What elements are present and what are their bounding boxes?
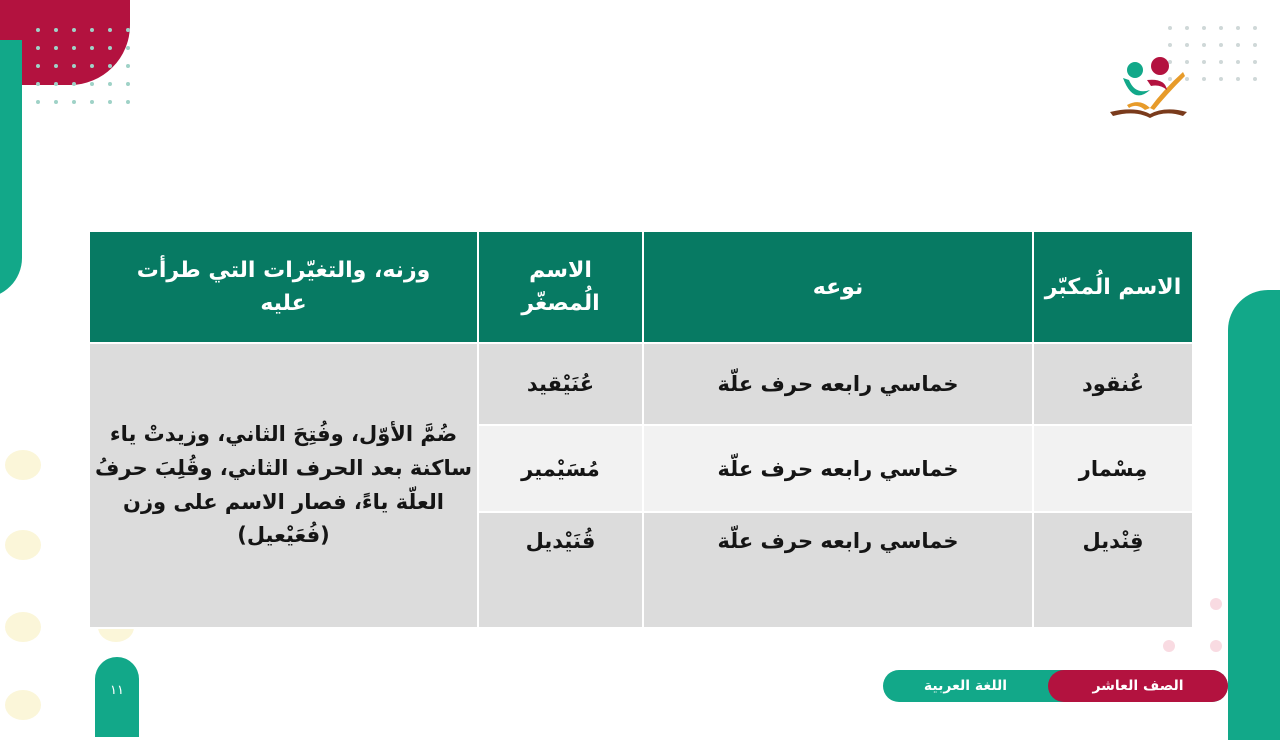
cell-original-noun: قِنْديل <box>1033 512 1193 628</box>
side-decoration-teal-left <box>0 40 22 298</box>
header-original-noun: الاسم الُمكبّر <box>1033 231 1193 343</box>
footer-bar <box>883 670 1228 702</box>
decorative-blob <box>5 450 41 480</box>
table-header-row <box>89 231 1193 343</box>
logo-icon <box>1105 50 1190 120</box>
cell-diminutive-noun: مُسَيْمير <box>478 425 643 512</box>
cell-pattern-changes: ضُمَّ الأوّل، وفُتِحَ الثاني، وزيدتْ ياء ساكنة بعد الحرف الثاني، وقُلِبَ حرفُ العلّة ياءً، فصار الاسم على وزن (فُعَيْعيل) <box>89 343 478 628</box>
table-row <box>89 343 1193 425</box>
decorative-blob <box>5 690 41 720</box>
cell-noun-type: خماسي رابعه حرف علّة <box>643 512 1033 628</box>
page-number: ١١ <box>95 657 139 737</box>
decorative-blob <box>5 612 41 642</box>
diminutive-table <box>88 230 1194 629</box>
decorative-dot <box>1163 640 1175 652</box>
cell-diminutive-noun: قُنَيْديل <box>478 512 643 628</box>
subject-label: اللغة العربية <box>923 678 1008 694</box>
cell-original-noun: عُنقود <box>1033 343 1193 425</box>
decorative-dot <box>1210 640 1222 652</box>
grade-label: الصف العاشر <box>1048 670 1228 702</box>
side-decoration-teal-right <box>1228 290 1280 740</box>
cell-original-noun: مِسْمار <box>1033 425 1193 512</box>
cell-noun-type: خماسي رابعه حرف علّة <box>643 343 1033 425</box>
dot-pattern-top-left <box>36 28 144 118</box>
header-diminutive-noun: الاسم الُمصغّر <box>478 231 643 343</box>
decorative-blob <box>5 530 41 560</box>
header-pattern-changes: وزنه، والتغيّرات التي طرأت عليه <box>89 231 478 343</box>
cell-noun-type: خماسي رابعه حرف علّة <box>643 425 1033 512</box>
decorative-dot <box>1210 598 1222 610</box>
header-noun-type: نوعه <box>643 231 1033 343</box>
cell-diminutive-noun: عُنَيْقيد <box>478 343 643 425</box>
